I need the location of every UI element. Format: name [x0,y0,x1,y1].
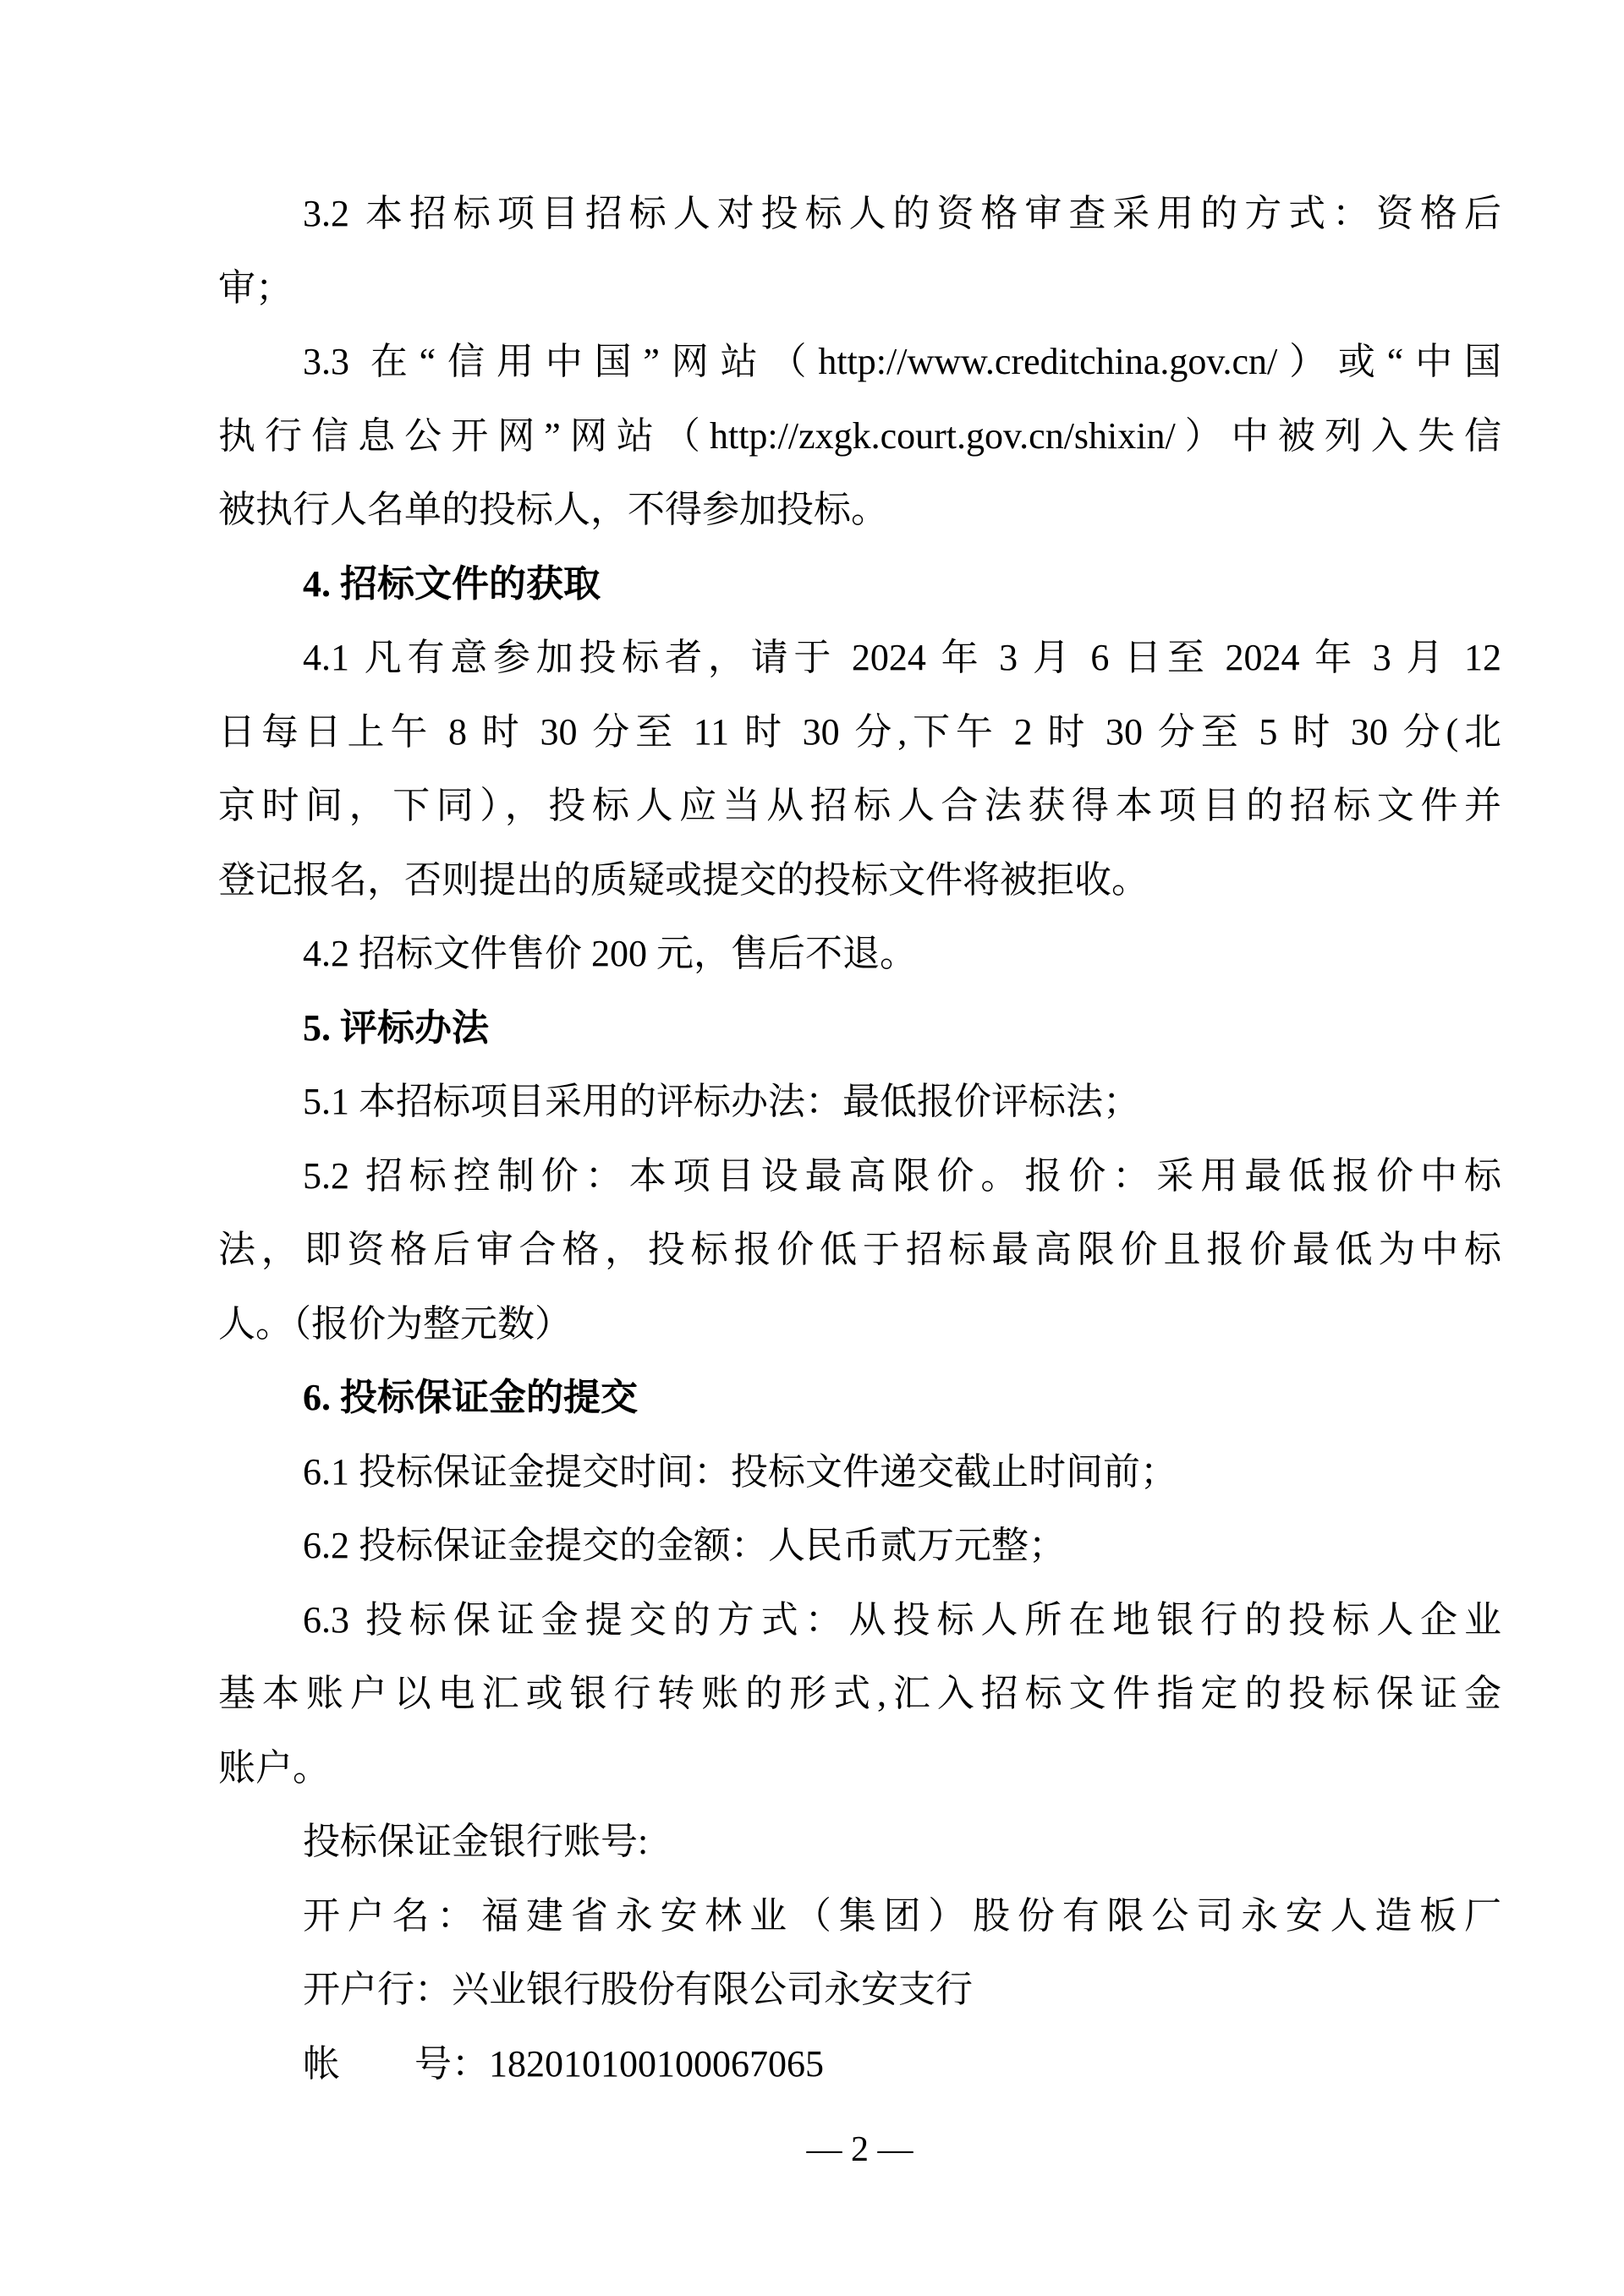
text-line: 开户行：兴业银行股份有限公司永安支行 [303,1969,973,2010]
document-body [218,177,1501,2101]
text-line: 帐 号：182010100100067065 [303,2042,824,2085]
text-line: 3.3 在“信用中国”网站（http://www.creditchina.gov.cn/）或“中国 [303,341,1501,382]
text-line: 6.1 投标保证金提交时间：投标文件递交截止时间前； [303,1450,1177,1493]
text-line: 开户名：福建省永安林业（集团）股份有限公司永安人造板厂 [303,1894,1501,1937]
text-line: 6.2 投标保证金提交的金额：人民币贰万元整； [303,1525,1066,1566]
page-number: — 2 — [806,2130,914,2169]
text-line: 3.2 本招标项目招标人对投标人的资格审查采用的方式：资格后 [303,193,1501,234]
text-line: 5.2 招标控制价：本项目设最高限价。报价：采用最低报价中标 [303,1154,1501,1197]
text-line: 账户。 [218,1746,330,1789]
page-footer [218,2124,1501,2175]
text-line: 4.1 凡有意参加投标者，请于 2024 年 3 月 6 日至 2024 年 3 月 12 [303,637,1501,678]
text-line: 人。（报价为整元数） [218,1302,572,1345]
text-line: 5.1 本招标项目采用的评标办法：最低报价评标法； [303,1081,1140,1122]
text-line: 基本账户以电汇或银行转账的形式,汇入招标文件指定的投标保证金 [218,1673,1501,1714]
text-line: 执行信息公开网”网站（http://zxgk.court.gov.cn/shixin/）中被列入失信 [218,414,1501,457]
text-line: 6. 投标保证金的提交 [303,1377,638,1418]
text-line: 京时间，下同），投标人应当从招标人合法获得本项目的招标文件并 [218,785,1501,826]
text-line: 日每日上午 8 时 30 分至 11 时 30 分,下午 2 时 30 分至 5 时 30 分(北 [218,710,1501,753]
text-line: 投标保证金银行账号: [303,1821,649,1862]
text-line: 4.2 招标文件售价 200 元，售后不退。 [303,933,917,974]
text-line: 审； [218,266,293,309]
text-line: 被执行人名单的投标人，不得参加投标。 [218,489,888,530]
text-line: 4. 招标文件的获取 [303,562,601,605]
text-line: 登记报名，否则提出的质疑或提交的投标文件将被拒收。 [218,858,1149,901]
text-line: 5. 评标办法 [303,1006,489,1049]
text-line: 6.3 投标保证金提交的方式：从投标人所在地银行的投标人企业 [303,1598,1501,1641]
text-line: 法，即资格后审合格，投标报价低于招标最高限价且报价最低为中标 [218,1229,1501,1270]
